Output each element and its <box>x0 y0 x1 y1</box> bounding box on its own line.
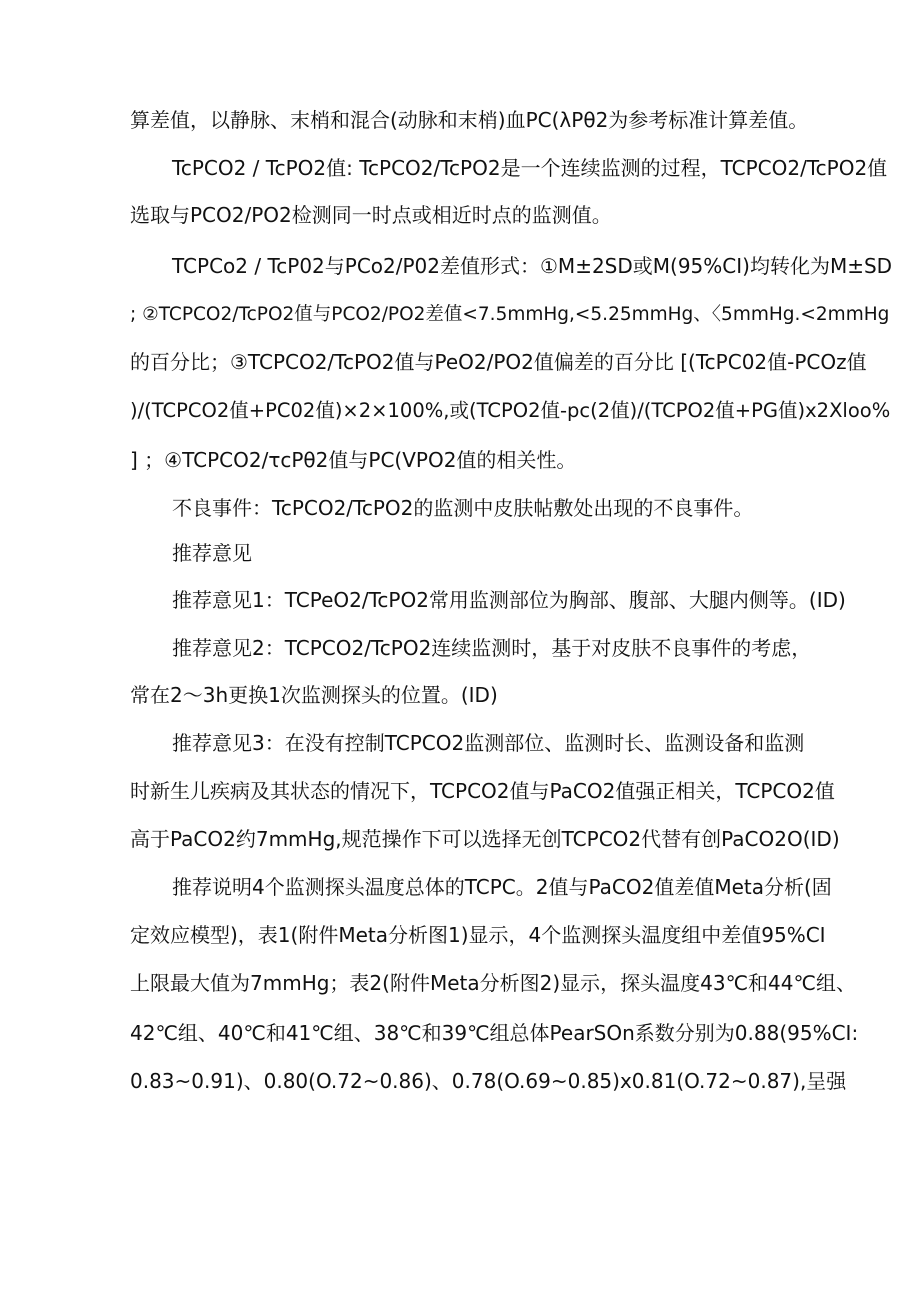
text-line: 的百分比；③TCPCO2/TcPO2值与PeO2/PO2值偏差的百分比 [(TcPC02值-PCOz值 <box>130 350 867 374</box>
text-line: 高于PaCO2约7mmHg,规范操作下可以选择无创TCPCO2代替有创PaCO2O(ID) <box>130 827 840 851</box>
text-line: 上限最大值为7mmHg；表2(附件Meta分析图2)显示，探头温度43℃和44℃组、 <box>130 971 856 995</box>
text-line: 推荐说明4个监测探头温度总体的TCPC。2值与PaCO2值差值Meta分析(固 <box>172 875 832 899</box>
section-heading: 推荐意见 <box>172 541 252 565</box>
text-line: ; ②TCPCO2/TcPO2值与PCO2/PO2差值<7.5mmHg,<5.25mmHg、〈5mmHg.<2mmHg <box>130 304 890 325</box>
text-line: 推荐意见2：TCPCO2/TcPO2连续监测时，基于对皮肤不良事件的考虑， <box>172 636 812 660</box>
text-line: 0.83~0.91)、0.80(O.72~0.86)、0.78(O.69~0.85)x0.81(O.72~0.87),呈强 <box>130 1069 847 1093</box>
text-line: 算差值，以静脉、末梢和混合(动脉和末梢)血PC(λPθ2为参考标准计算差值。 <box>130 108 809 132</box>
text-line: 定效应模型)，表1(附件Meta分析图1)显示，4个监测探头温度组中差值95%CI <box>130 923 826 947</box>
text-line: 常在2～3h更换1次监测探头的位置。(ID) <box>130 683 498 707</box>
text-line: TcPCO2 / TcPO2值: TcPCO2/TcPO2是一个连续监测的过程，TCPCO2/TcPO2值 <box>172 156 888 180</box>
text-line: 选取与PCO2/PO2检测同一时点或相近时点的监测值。 <box>130 203 612 227</box>
text-line: )/(TCPCO2值+PC02值)×2×100%,或(TCPO2值-pc(2值)/(TCPO2值+PG值)x2Xloo% <box>130 399 891 422</box>
text-line: 42℃组、40℃和41℃组、38℃和39℃组总体PearSOn系数分别为0.88(95%CI: <box>130 1021 859 1045</box>
text-line: 时新生儿疾病及其状态的情况下，TCPCO2值与PaCO2值强正相关，TCPCO2值 <box>130 779 835 803</box>
text-line: TCPCo2 / TcP02与PCo2/P02差值形式：①M±2SD或M(95%CI)均转化为M±SD <box>172 254 893 278</box>
text-line: ] ；④TCPCO2/τcPθ2值与PC(VPO2值的相关性。 <box>130 448 577 472</box>
text-line: 推荐意见1：TCPeO2/TcPO2常用监测部位为胸部、腹部、大腿内侧等。(ID) <box>172 588 846 612</box>
text-line: 不良事件：TcPCO2/TcPO2的监测中皮肤帖敷处出现的不良事件。 <box>172 496 754 520</box>
text-line: 推荐意见3：在没有控制TCPCO2监测部位、监测时长、监测设备和监测 <box>172 731 805 755</box>
